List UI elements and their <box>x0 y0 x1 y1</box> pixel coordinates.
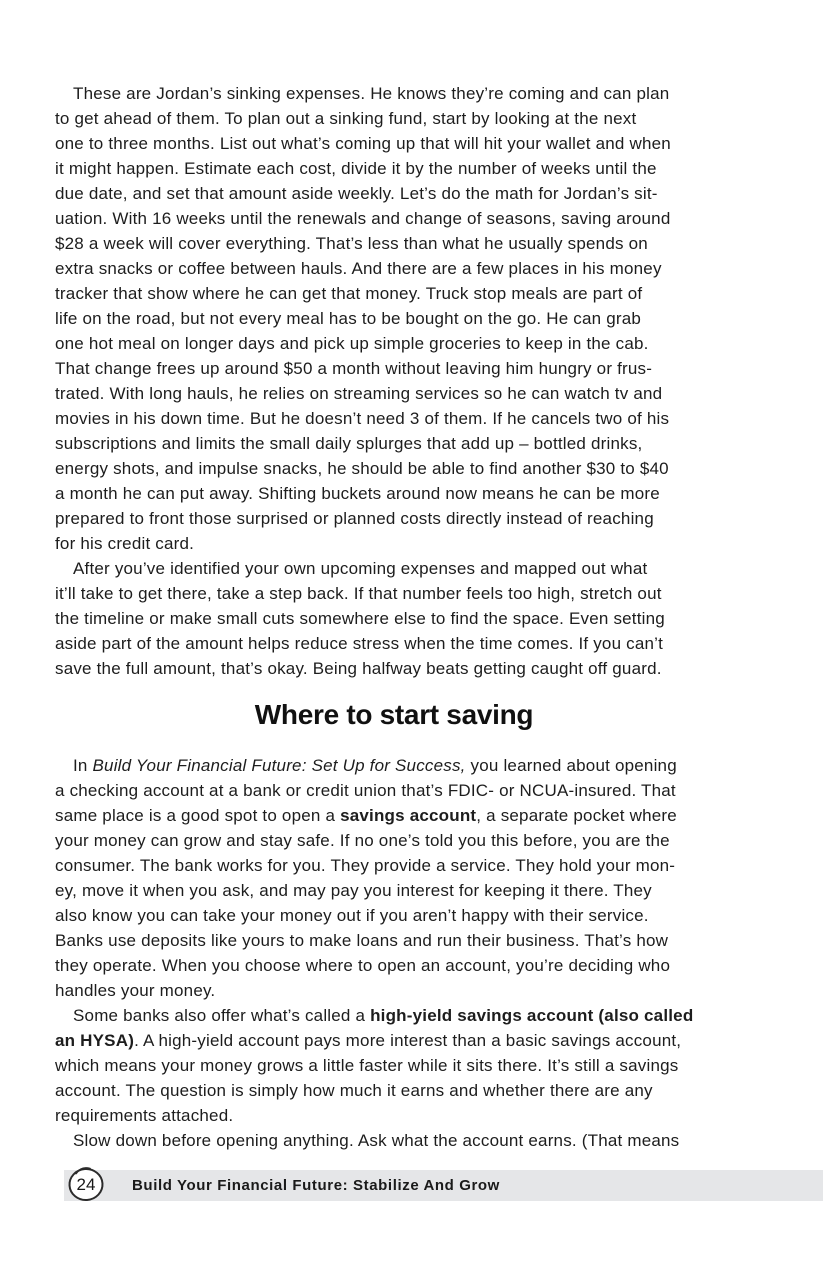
text-line <box>55 581 771 606</box>
text-line <box>55 381 771 406</box>
body-text: Slow down before opening anything. Ask what the account earns. (That means <box>73 1131 680 1150</box>
text-line <box>55 631 771 656</box>
body-text: account. The question is simply how much it earns and whether there are any <box>55 1081 653 1100</box>
text-line <box>55 156 771 181</box>
body-text: a checking account at a bank or credit union that’s FDIC- or NCUA-insured. That <box>55 781 676 800</box>
text-line <box>55 231 771 256</box>
page-number-badge <box>66 1165 106 1203</box>
body-text: which means your money grows a little faster while it sits there. It’s still a savings <box>55 1056 679 1075</box>
text-line <box>55 656 771 681</box>
body-text: That change frees up around $50 a month without leaving him hungry or frus- <box>55 359 653 378</box>
text-line <box>55 331 771 356</box>
text-line <box>55 928 771 953</box>
text-line <box>55 953 771 978</box>
body-text: to get ahead of them. To plan out a sinking fund, start by looking at the next <box>55 109 637 128</box>
text-line <box>55 106 771 131</box>
text-line <box>55 481 771 506</box>
body-text: it’ll take to get there, take a step back. If that number feels too high, stretch out <box>55 584 662 603</box>
body-text: requirements attached. <box>55 1106 234 1125</box>
body-text: handles your money. <box>55 981 216 1000</box>
body-text: $28 a week will cover everything. That’s less than what he usually spends on <box>55 234 648 253</box>
paragraph-sinking-fund-plan <box>55 81 771 556</box>
body-text: trated. With long hauls, he relies on streaming services so he can watch tv and <box>55 384 663 403</box>
body-text: After you’ve identified your own upcoming expenses and mapped out what <box>73 559 648 578</box>
text-line <box>55 606 771 631</box>
paragraph-savings-account <box>55 753 771 1003</box>
body-text: energy shots, and impulse snacks, he should be able to find another $30 to $40 <box>55 459 669 478</box>
body-text: also know you can take your money out if you aren’t happy with their service. <box>55 906 649 925</box>
body-text: tracker that show where he can get that money. Truck stop meals are part of <box>55 284 643 303</box>
text-line <box>55 853 771 878</box>
body-text: In <box>73 756 93 775</box>
paragraph-slow-down <box>55 1128 771 1153</box>
text-line <box>55 306 771 331</box>
text-line <box>55 778 771 803</box>
text-line <box>55 803 771 828</box>
text-line <box>55 828 771 853</box>
text-line <box>55 256 771 281</box>
body-text: they operate. When you choose where to open an account, you’re deciding who <box>55 956 671 975</box>
footer-bar <box>64 1170 823 1201</box>
text-line <box>55 356 771 381</box>
section-heading: Where to start saving <box>254 699 534 730</box>
bold-text: high-yield savings account (also called <box>370 1006 694 1025</box>
text-line <box>55 506 771 531</box>
text-line <box>55 131 771 156</box>
page-body <box>55 81 771 1153</box>
text-line <box>55 878 771 903</box>
text-line <box>55 81 771 106</box>
body-text: for his credit card. <box>55 534 195 553</box>
text-line <box>55 1128 771 1153</box>
body-text: you learned about opening <box>465 756 677 775</box>
text-line <box>55 1003 771 1028</box>
body-text: due date, and set that amount aside weekly. Let’s do the math for Jordan’s sit- <box>55 184 658 203</box>
body-text: uation. With 16 weeks until the renewals and change of seasons, saving around <box>55 209 671 228</box>
paragraph-step-back <box>55 556 771 681</box>
body-text: a month he can put away. Shifting buckets around now means he can be more <box>55 484 660 503</box>
body-text: ey, move it when you ask, and may pay you interest for keeping it there. They <box>55 881 652 900</box>
bold-text: savings account <box>340 806 477 825</box>
page-number: 24 <box>76 1175 96 1194</box>
body-text: one hot meal on longer days and pick up simple groceries to keep in the cab. <box>55 334 649 353</box>
paragraph-hysa <box>55 1003 771 1128</box>
body-text: consumer. The bank works for you. They provide a service. They hold your mon- <box>55 856 676 875</box>
body-text: , a separate pocket where <box>476 806 677 825</box>
body-text: These are Jordan’s sinking expenses. He knows they’re coming and can plan <box>73 84 670 103</box>
body-text: save the full amount, that’s okay. Being halfway beats getting caught off guard. <box>55 659 662 678</box>
bold-text: an HYSA) <box>55 1031 135 1050</box>
text-line <box>55 1053 771 1078</box>
italic-text: Build Your Financial Future: Set Up for Success, <box>92 756 466 775</box>
body-text: it might happen. Estimate each cost, divide it by the number of weeks until the <box>55 159 657 178</box>
text-line <box>55 903 771 928</box>
text-line <box>55 431 771 456</box>
body-text: Banks use deposits like yours to make loans and run their business. That’s how <box>55 931 669 950</box>
text-line <box>55 456 771 481</box>
body-text: life on the road, but not every meal has to be bought on the go. He can grab <box>55 309 642 328</box>
body-text: same place is a good spot to open a <box>55 806 341 825</box>
body-text: extra snacks or coffee between hauls. And there are a few places in his money <box>55 259 662 278</box>
text-line <box>55 531 771 556</box>
text-line <box>55 753 771 778</box>
text-line <box>55 281 771 306</box>
text-line <box>55 1028 771 1053</box>
text-line <box>55 181 771 206</box>
body-text: movies in his down time. But he doesn’t need 3 of them. If he cancels two of his <box>55 409 670 428</box>
text-line <box>55 978 771 1003</box>
footer-book-title: Build Your Financial Future: Stabilize And Grow <box>132 1177 500 1194</box>
text-line <box>55 1078 771 1103</box>
body-text: the timeline or make small cuts somewhere else to find the space. Even setting <box>55 609 665 628</box>
body-text: subscriptions and limits the small daily splurges that add up – bottled drinks, <box>55 434 643 453</box>
body-text: Some banks also offer what’s called a <box>73 1006 371 1025</box>
text-line <box>55 406 771 431</box>
text-line <box>55 1103 771 1128</box>
text-line <box>55 206 771 231</box>
body-text: your money can grow and stay safe. If no one’s told you this before, you are the <box>55 831 670 850</box>
body-text: . A high-yield account pays more interest than a basic savings account, <box>134 1031 682 1050</box>
body-text: aside part of the amount helps reduce stress when the time comes. If you can’t <box>55 634 664 653</box>
text-line <box>55 556 771 581</box>
body-text: one to three months. List out what’s coming up that will hit your wallet and when <box>55 134 671 153</box>
body-text: prepared to front those surprised or planned costs directly instead of reaching <box>55 509 654 528</box>
